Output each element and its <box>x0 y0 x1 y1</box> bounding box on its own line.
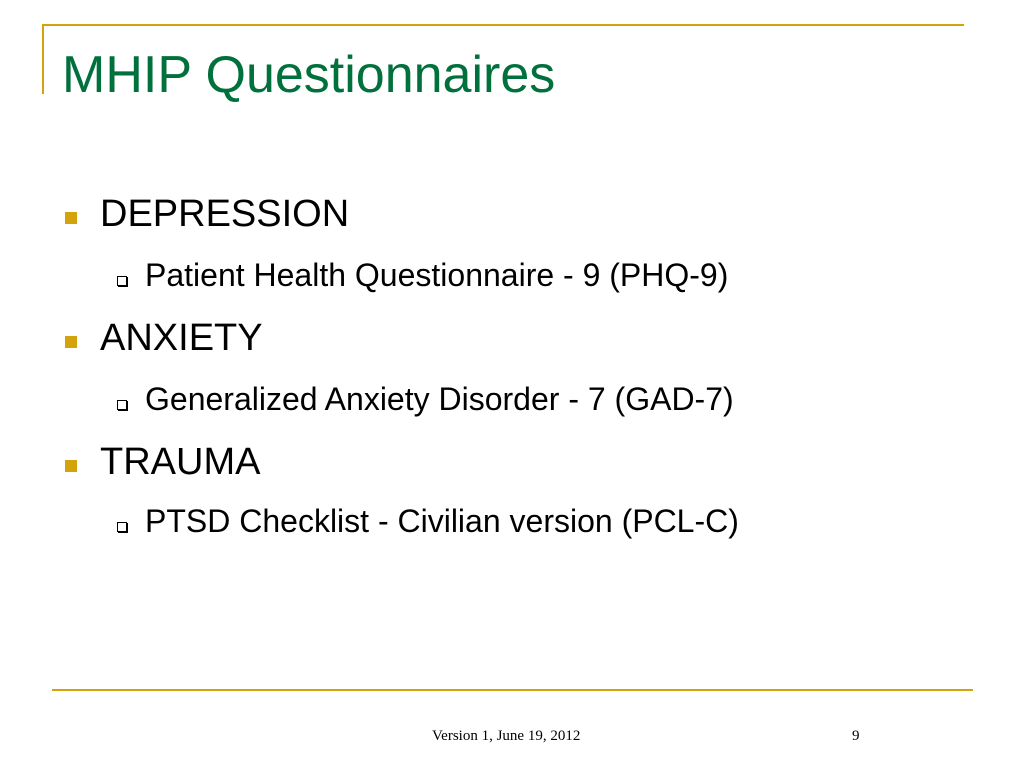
page-number: 9 <box>852 728 860 744</box>
bullet-depression: DEPRESSION <box>100 193 350 235</box>
box-bullet-icon <box>117 522 127 532</box>
square-bullet-icon <box>65 460 77 472</box>
square-bullet-icon <box>65 212 77 224</box>
square-bullet-icon <box>65 336 77 348</box>
footer-version: Version 1, June 19, 2012 <box>432 728 581 744</box>
sub-bullet-gad7: Generalized Anxiety Disorder - 7 (GAD-7) <box>145 381 734 417</box>
slide-title: MHIP Questionnaires <box>62 46 556 104</box>
sub-bullet-phq9: Patient Health Questionnaire - 9 (PHQ-9) <box>145 257 729 293</box>
box-bullet-icon <box>117 276 127 286</box>
bullet-anxiety: ANXIETY <box>100 317 263 359</box>
box-bullet-icon <box>117 400 127 410</box>
bullet-trauma: TRAUMA <box>100 441 261 483</box>
sub-bullet-pclc: PTSD Checklist - Civilian version (PCL-C) <box>145 503 739 539</box>
footer-rule <box>52 689 973 691</box>
